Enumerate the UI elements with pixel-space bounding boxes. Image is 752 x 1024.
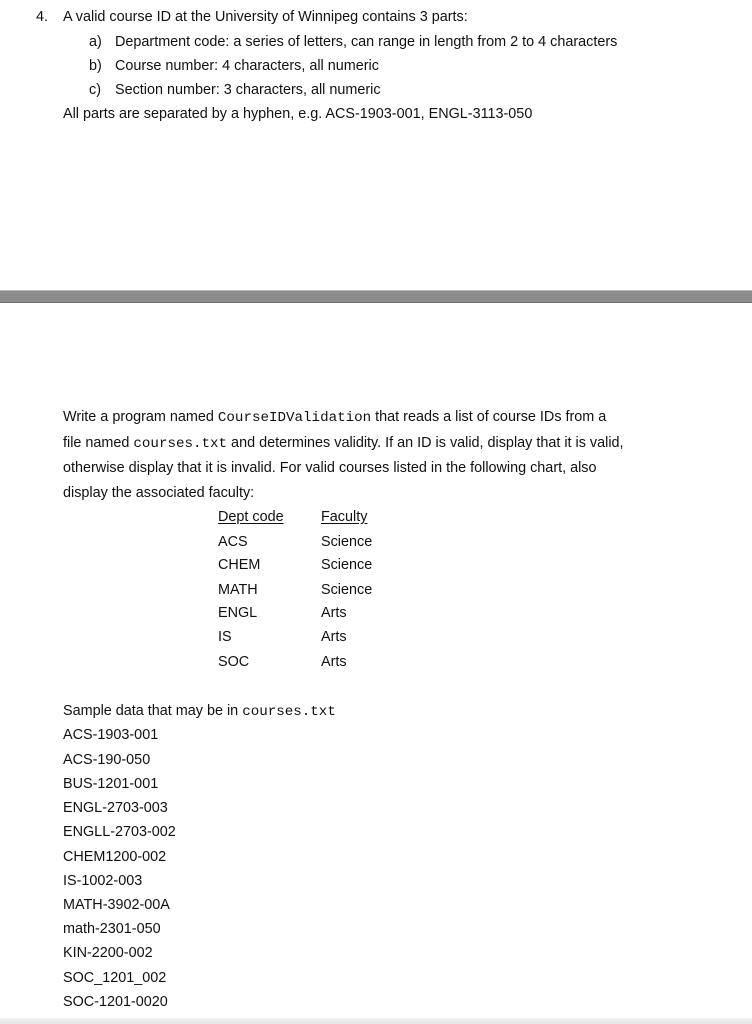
sample-label bbox=[63, 703, 336, 720]
part-marker-a: a) bbox=[89, 34, 102, 50]
table-cell-faculty: Arts bbox=[321, 629, 347, 645]
table-cell-dept: MATH bbox=[218, 582, 258, 598]
task-line-1-post: that reads a list of course IDs from a bbox=[371, 409, 607, 425]
part-text-b: Course number: 4 characters, all numeric bbox=[115, 58, 379, 74]
part-marker-c: c) bbox=[89, 82, 101, 98]
task-line-4: display the associated faculty: bbox=[63, 485, 255, 501]
sample-item: KIN-2200-002 bbox=[63, 945, 153, 961]
part-marker-b: b) bbox=[89, 58, 102, 74]
part-text-a: Department code: a series of letters, can range in length from 2 to 4 characters bbox=[115, 34, 618, 50]
sample-item: math-2301-050 bbox=[63, 921, 161, 937]
task-line-2 bbox=[63, 435, 624, 452]
question-intro: A valid course ID at the University of Winnipeg contains 3 parts: bbox=[63, 9, 468, 25]
separator-note: All parts are separated by a hyphen, e.g. ACS-1903-001, ENGL-3113-050 bbox=[63, 106, 533, 122]
question-number: 4. bbox=[36, 9, 49, 25]
table-cell-dept: SOC bbox=[218, 654, 250, 670]
table-cell-dept: IS bbox=[218, 629, 232, 645]
sample-item: SOC-1201-0020 bbox=[63, 994, 168, 1010]
table-cell-faculty: Arts bbox=[321, 654, 347, 670]
faculty-header: Faculty bbox=[321, 509, 368, 525]
table-cell-dept: CHEM bbox=[218, 557, 261, 573]
sample-item: IS-1002-003 bbox=[63, 873, 143, 889]
filename-code: courses.txt bbox=[133, 436, 228, 452]
sample-item: CHEM1200-002 bbox=[63, 849, 167, 865]
sample-item: MATH-3902-00A bbox=[63, 897, 170, 913]
table-cell-faculty: Science bbox=[321, 557, 373, 573]
task-line-1-pre: Write a program named bbox=[63, 409, 218, 425]
sample-item: BUS-1201-001 bbox=[63, 776, 159, 792]
task-line-2-post: and determines validity. If an ID is valid, display that it is valid, bbox=[227, 435, 624, 451]
table-cell-faculty: Arts bbox=[321, 605, 347, 621]
table-cell-faculty: Science bbox=[321, 534, 373, 550]
part-text-c: Section number: 3 characters, all numeric bbox=[115, 82, 381, 98]
task-line-1 bbox=[63, 409, 606, 426]
sample-item: SOC_1201_002 bbox=[63, 970, 167, 986]
sample-item: ACS-1903-001 bbox=[63, 727, 159, 743]
sample-item: ACS-190-050 bbox=[63, 752, 151, 768]
dept-code-header: Dept code bbox=[218, 509, 284, 525]
table-cell-dept: ENGL bbox=[218, 605, 258, 621]
page-bottom-edge bbox=[0, 1018, 752, 1024]
page-divider bbox=[0, 290, 752, 303]
task-line-2-pre: file named bbox=[63, 435, 134, 451]
sample-item: ENGLL-2703-002 bbox=[63, 824, 176, 840]
table-cell-dept: ACS bbox=[218, 534, 248, 550]
table-cell-faculty: Science bbox=[321, 582, 373, 598]
sample-item: ENGL-2703-003 bbox=[63, 800, 168, 816]
sample-label-pre: Sample data that may be in bbox=[63, 703, 243, 719]
task-line-3: otherwise display that it is invalid. For valid courses listed in the following chart, also bbox=[63, 460, 597, 476]
sample-filename-code: courses.txt bbox=[242, 704, 336, 720]
program-name-code: CourseIDValidation bbox=[217, 410, 372, 426]
